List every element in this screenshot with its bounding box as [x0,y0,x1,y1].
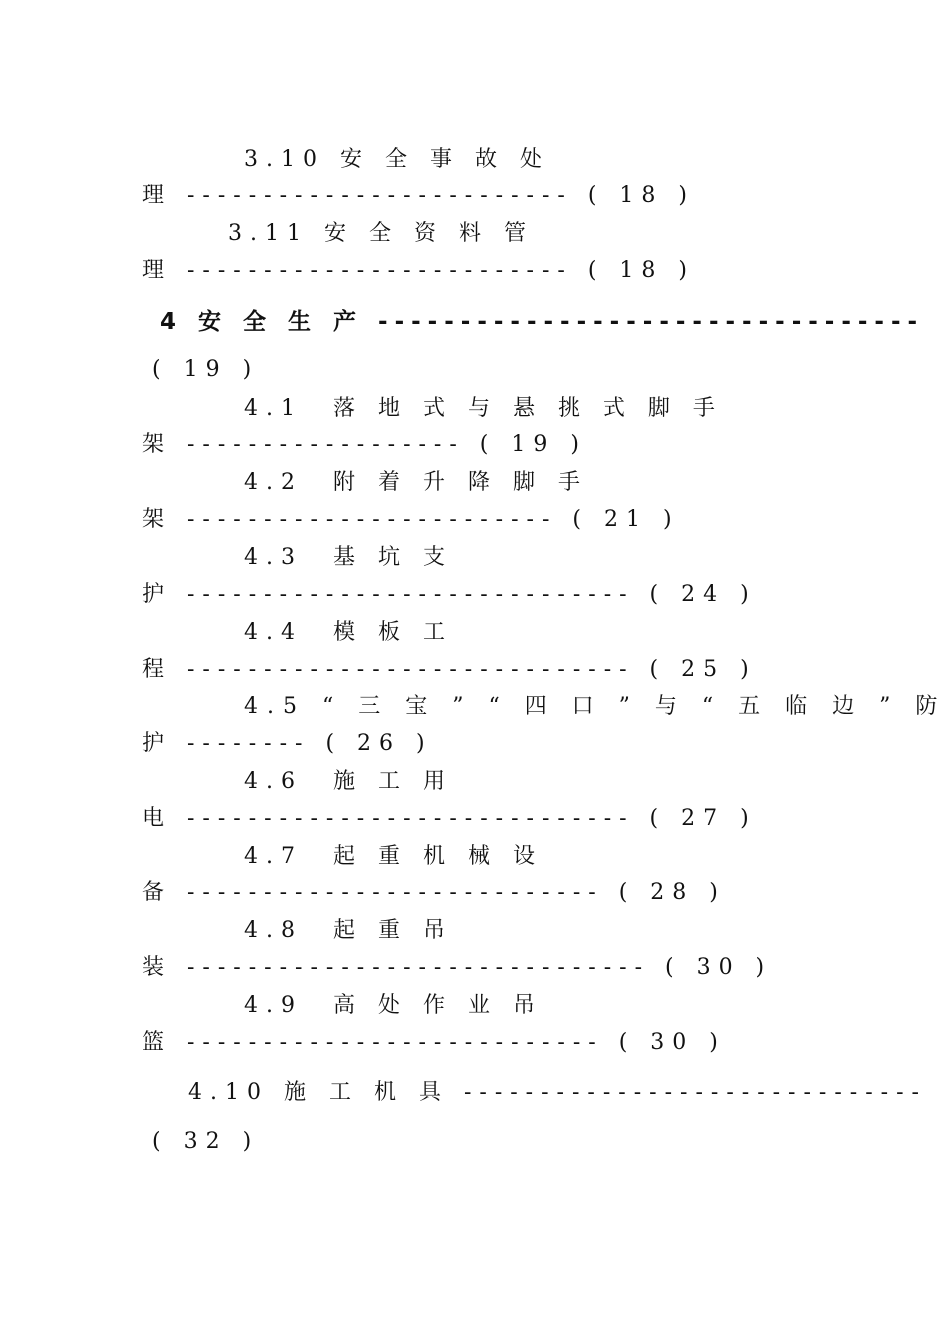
toc-entry-4-4-leader: 程 ----------------------------- ( 25 ) [142,657,757,682]
toc-entry-4-1-title: 4.1 落 地 式 与 悬 挑 式 脚 手 [244,396,723,421]
toc-entry-4-2-leader: 架 ------------------------ ( 21 ) [142,507,680,532]
toc-entry-4-4-title: 4.4 模 板 工 [244,620,453,645]
toc-entry-4-5-title: 4.5 “ 三 宝 ” “ 四 口 ” 与 “ 五 临 边 ” 防 [244,694,947,719]
toc-entry-4-5-leader: 护 -------- ( 26 ) [142,731,433,756]
toc-entry-4-6-leader: 电 ----------------------------- ( 27 ) [142,806,757,831]
toc-entry-4-10-page: ( 32 ) [152,1129,260,1154]
toc-entry-3-11-title: 3.11 安 全 资 料 管 [228,221,534,246]
toc-entry-4-1-leader: 架 ------------------ ( 19 ) [142,432,587,457]
toc-entry-3-10-leader: 理 ------------------------- ( 18 ) [142,183,695,208]
toc-entry-4-3-title: 4.3 基 坑 支 [244,545,453,570]
toc-entry-4-3-leader: 护 ----------------------------- ( 24 ) [142,582,757,607]
toc-entry-4-10-title: 4.10 施 工 机 具 ------------------------------ [188,1080,927,1105]
toc-entry-4-8-title: 4.8 起 重 吊 [244,918,453,943]
toc-entry-4-6-title: 4.6 施 工 用 [244,769,453,794]
toc-entry-4-9-title: 4.9 高 处 作 业 吊 [244,993,543,1018]
toc-entry-4-7-title: 4.7 起 重 机 械 设 [244,844,543,869]
toc-entry-4-7-leader: 备 --------------------------- ( 28 ) [142,880,726,905]
toc-entry-3-10-title: 3.10 安 全 事 故 处 [244,147,550,172]
toc-entry-4-2-title: 4.2 附 着 升 降 脚 手 [244,470,588,495]
toc-chapter-4-page: ( 19 ) [152,357,260,382]
toc-entry-3-11-leader: 理 ------------------------- ( 18 ) [142,258,695,283]
toc-chapter-4-heading: 4 安 全 生 产 --------------------------------- [160,309,925,335]
toc-entry-4-8-leader: 装 ------------------------------ ( 30 ) [142,955,773,980]
toc-entry-4-9-leader: 篮 --------------------------- ( 30 ) [142,1030,726,1055]
